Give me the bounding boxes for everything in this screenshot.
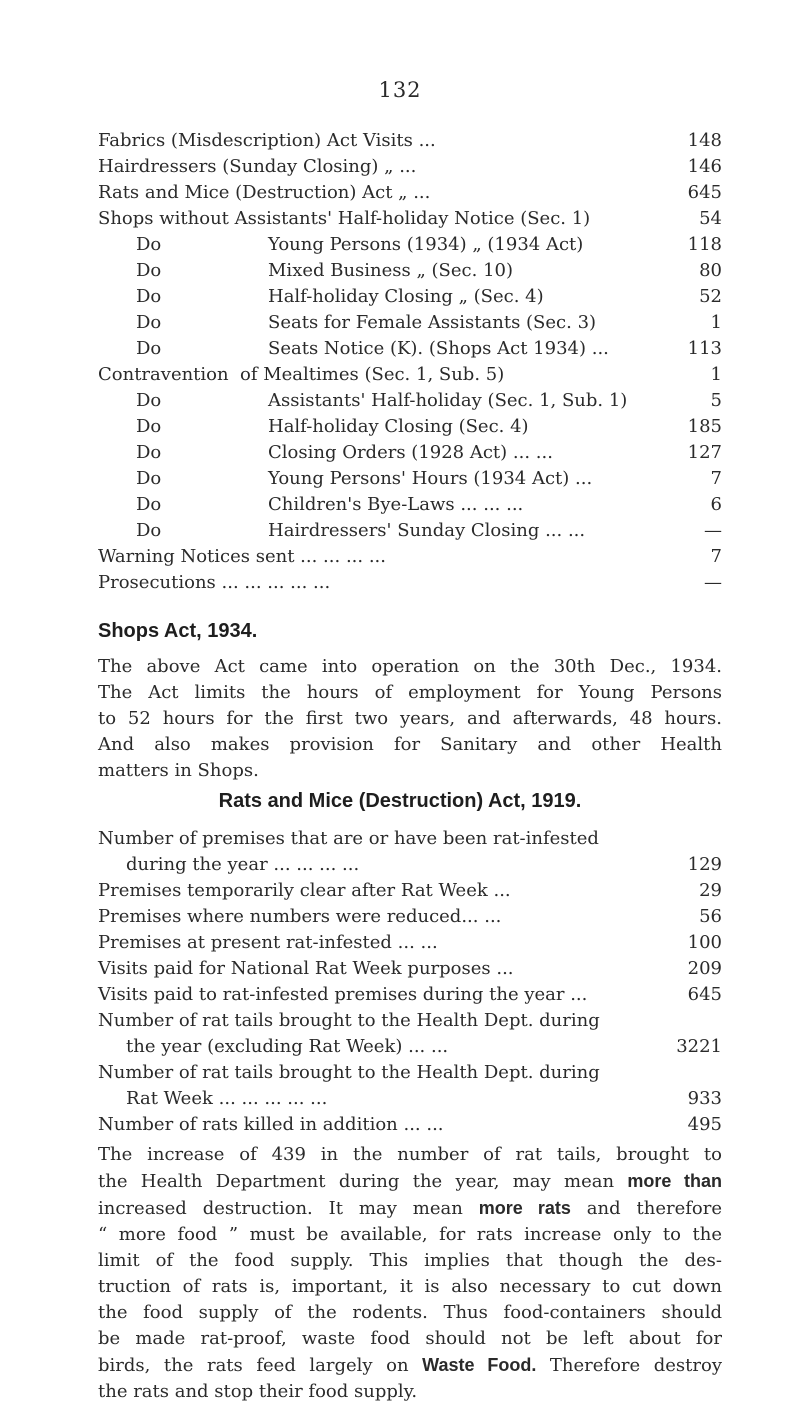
shops-act-paragraph bbox=[98, 654, 722, 784]
table-row bbox=[98, 852, 722, 878]
emphasis-text: more than bbox=[627, 1171, 722, 1191]
table-row bbox=[98, 206, 722, 232]
row-value: 146 bbox=[687, 156, 722, 177]
table-row bbox=[98, 362, 722, 388]
row-value: 29 bbox=[699, 880, 722, 901]
table-row bbox=[98, 466, 722, 492]
row-value: 645 bbox=[687, 182, 722, 203]
row-value: 6 bbox=[710, 494, 722, 515]
row-label: Rat Week ... ... ... ... ... bbox=[126, 1088, 328, 1109]
paragraph-line: “ more food ” must be available, for rats increase only to the bbox=[98, 1224, 722, 1245]
row-label: Half-holiday Closing „ (Sec. 4) bbox=[268, 286, 544, 307]
row-label: Number of premises that are or have been rat-infested bbox=[98, 828, 599, 849]
row-label: Prosecutions ... ... ... ... ... bbox=[98, 572, 331, 593]
row-value: 495 bbox=[687, 1114, 722, 1135]
table-row bbox=[98, 388, 722, 414]
row-value: 1 bbox=[710, 312, 722, 333]
row-label: Visits paid for National Rat Week purposes ... bbox=[98, 958, 514, 979]
row-prefix: Do bbox=[136, 390, 162, 411]
row-prefix: Contravention bbox=[98, 364, 229, 385]
paragraph-line: to 52 hours for the first two years, and afterwards, 48 hours. bbox=[98, 708, 722, 729]
table-row bbox=[98, 310, 722, 336]
row-label: during the year ... ... ... ... bbox=[126, 854, 360, 875]
table-row bbox=[98, 284, 722, 310]
paragraph-line: the Health Department during the year, may mean more than bbox=[98, 1171, 722, 1192]
table-row bbox=[98, 414, 722, 440]
table-row bbox=[98, 930, 722, 956]
row-value: 5 bbox=[710, 390, 722, 411]
row-label: Seats Notice (K). (Shops Act 1934) ... bbox=[268, 338, 609, 359]
row-prefix: Do bbox=[136, 338, 162, 359]
row-value: 3221 bbox=[676, 1036, 722, 1057]
table-row bbox=[98, 1008, 722, 1034]
row-prefix: Do bbox=[136, 286, 162, 307]
row-label: Young Persons' Hours (1934 Act) ... bbox=[268, 468, 593, 489]
table-row bbox=[98, 518, 722, 544]
emphasis-text: Waste Food. bbox=[422, 1355, 537, 1375]
paragraph-line: truction of rats is, important, it is also necessary to cut down bbox=[98, 1276, 722, 1297]
row-label: Assistants' Half-holiday (Sec. 1, Sub. 1) bbox=[268, 390, 628, 411]
row-value: 56 bbox=[699, 906, 722, 927]
row-label: of Mealtimes (Sec. 1, Sub. 5) bbox=[240, 364, 505, 385]
table-row bbox=[98, 826, 722, 852]
section-heading-shops-act: Shops Act, 1934. bbox=[98, 620, 258, 642]
row-value: 7 bbox=[710, 468, 722, 489]
table-row bbox=[98, 492, 722, 518]
paragraph-line: increased destruction. It may mean more rats and therefore bbox=[98, 1198, 722, 1219]
row-value: 113 bbox=[687, 338, 722, 359]
row-prefix: Do bbox=[136, 494, 162, 515]
row-label: Seats for Female Assistants (Sec. 3) bbox=[268, 312, 597, 333]
row-label: Closing Orders (1928 Act) ... ... bbox=[268, 442, 553, 463]
table-row bbox=[98, 956, 722, 982]
paragraph-line: matters in Shops. bbox=[98, 760, 259, 781]
row-prefix: Do bbox=[136, 312, 162, 333]
table-row bbox=[98, 128, 722, 154]
row-value: 185 bbox=[687, 416, 722, 437]
page-number: 132 bbox=[378, 78, 422, 102]
closing-paragraph bbox=[98, 1142, 722, 1405]
row-value: 80 bbox=[699, 260, 722, 281]
emphasis-text: more rats bbox=[478, 1198, 571, 1218]
row-prefix: Do bbox=[136, 468, 162, 489]
table-row bbox=[98, 336, 722, 362]
row-value: 52 bbox=[699, 286, 722, 307]
row-value: 645 bbox=[687, 984, 722, 1005]
table-row bbox=[98, 180, 722, 206]
table-row bbox=[98, 154, 722, 180]
row-prefix: Do bbox=[136, 442, 162, 463]
table-row bbox=[98, 1060, 722, 1086]
row-label: Children's Bye-Laws ... ... ... bbox=[268, 494, 524, 515]
table-row bbox=[98, 982, 722, 1008]
row-prefix: Do bbox=[136, 234, 162, 255]
row-label: Hairdressers (Sunday Closing) „ ... bbox=[98, 156, 417, 177]
paragraph-line: the rats and stop their food supply. bbox=[98, 1381, 418, 1402]
row-label: Mixed Business „ (Sec. 10) bbox=[268, 260, 513, 281]
paragraph-line: The increase of 439 in the number of rat tails, brought to bbox=[98, 1144, 722, 1165]
row-value: 118 bbox=[687, 234, 722, 255]
row-value: 1 bbox=[710, 364, 722, 385]
table-row bbox=[98, 544, 722, 570]
row-value: 100 bbox=[687, 932, 722, 953]
table-row bbox=[98, 1086, 722, 1112]
row-prefix: Do bbox=[136, 260, 162, 281]
paragraph-line: The above Act came into operation on the 30th Dec., 1934. bbox=[98, 656, 722, 677]
paragraph-line: And also makes provision for Sanitary and other Health bbox=[98, 734, 722, 755]
row-label: Premises temporarily clear after Rat Week ... bbox=[98, 880, 511, 901]
row-value: 148 bbox=[687, 130, 722, 151]
table-row bbox=[98, 258, 722, 284]
table-row bbox=[98, 1112, 722, 1138]
row-label: Rats and Mice (Destruction) Act „ ... bbox=[98, 182, 431, 203]
row-label: Visits paid to rat-infested premises during the year ... bbox=[98, 984, 588, 1005]
row-prefix: Do bbox=[136, 520, 162, 541]
row-label: Number of rat tails brought to the Health Dept. during bbox=[98, 1062, 600, 1083]
row-label: Warning Notices sent ... ... ... ... bbox=[98, 546, 386, 567]
row-label: Number of rats killed in addition ... ... bbox=[98, 1114, 444, 1135]
table-row bbox=[98, 1034, 722, 1060]
table-row bbox=[98, 904, 722, 930]
section-heading-rats-act: Rats and Mice (Destruction) Act, 1919. bbox=[218, 790, 582, 812]
row-value: 933 bbox=[687, 1088, 722, 1109]
row-value: 127 bbox=[687, 442, 722, 463]
paragraph-line: be made rat-proof, waste food should not be left about for bbox=[98, 1328, 722, 1349]
row-label: Premises at present rat-infested ... ... bbox=[98, 932, 438, 953]
paragraph-line: limit of the food supply. This implies that though the des- bbox=[98, 1250, 722, 1271]
row-label: Hairdressers' Sunday Closing ... ... bbox=[268, 520, 586, 541]
row-value: — bbox=[704, 520, 722, 541]
table-row bbox=[98, 232, 722, 258]
row-label: the year (excluding Rat Week) ... ... bbox=[126, 1036, 449, 1057]
paragraph-line: The Act limits the hours of employment for Young Persons bbox=[98, 682, 722, 703]
paragraph-line: birds, the rats feed largely on Waste Food. Therefore destroy bbox=[98, 1355, 722, 1376]
row-prefix: Do bbox=[136, 416, 162, 437]
row-label: Premises where numbers were reduced... ... bbox=[98, 906, 502, 927]
table-row bbox=[98, 878, 722, 904]
row-label: Young Persons (1934) „ (1934 Act) bbox=[268, 234, 584, 255]
table-row bbox=[98, 570, 722, 596]
row-label: Shops without Assistants' Half-holiday Notice (Sec. 1) bbox=[98, 208, 591, 229]
row-label: Half-holiday Closing (Sec. 4) bbox=[268, 416, 529, 437]
row-label: Fabrics (Misdescription) Act Visits ... bbox=[98, 130, 436, 151]
table-row bbox=[98, 440, 722, 466]
row-value: 7 bbox=[710, 546, 722, 567]
row-value: 209 bbox=[687, 958, 722, 979]
paragraph-line: the food supply of the rodents. Thus food-containers should bbox=[98, 1302, 722, 1323]
row-label: Number of rat tails brought to the Health Dept. during bbox=[98, 1010, 600, 1031]
row-value: 129 bbox=[687, 854, 722, 875]
row-value: — bbox=[704, 572, 722, 593]
row-value: 54 bbox=[699, 208, 722, 229]
